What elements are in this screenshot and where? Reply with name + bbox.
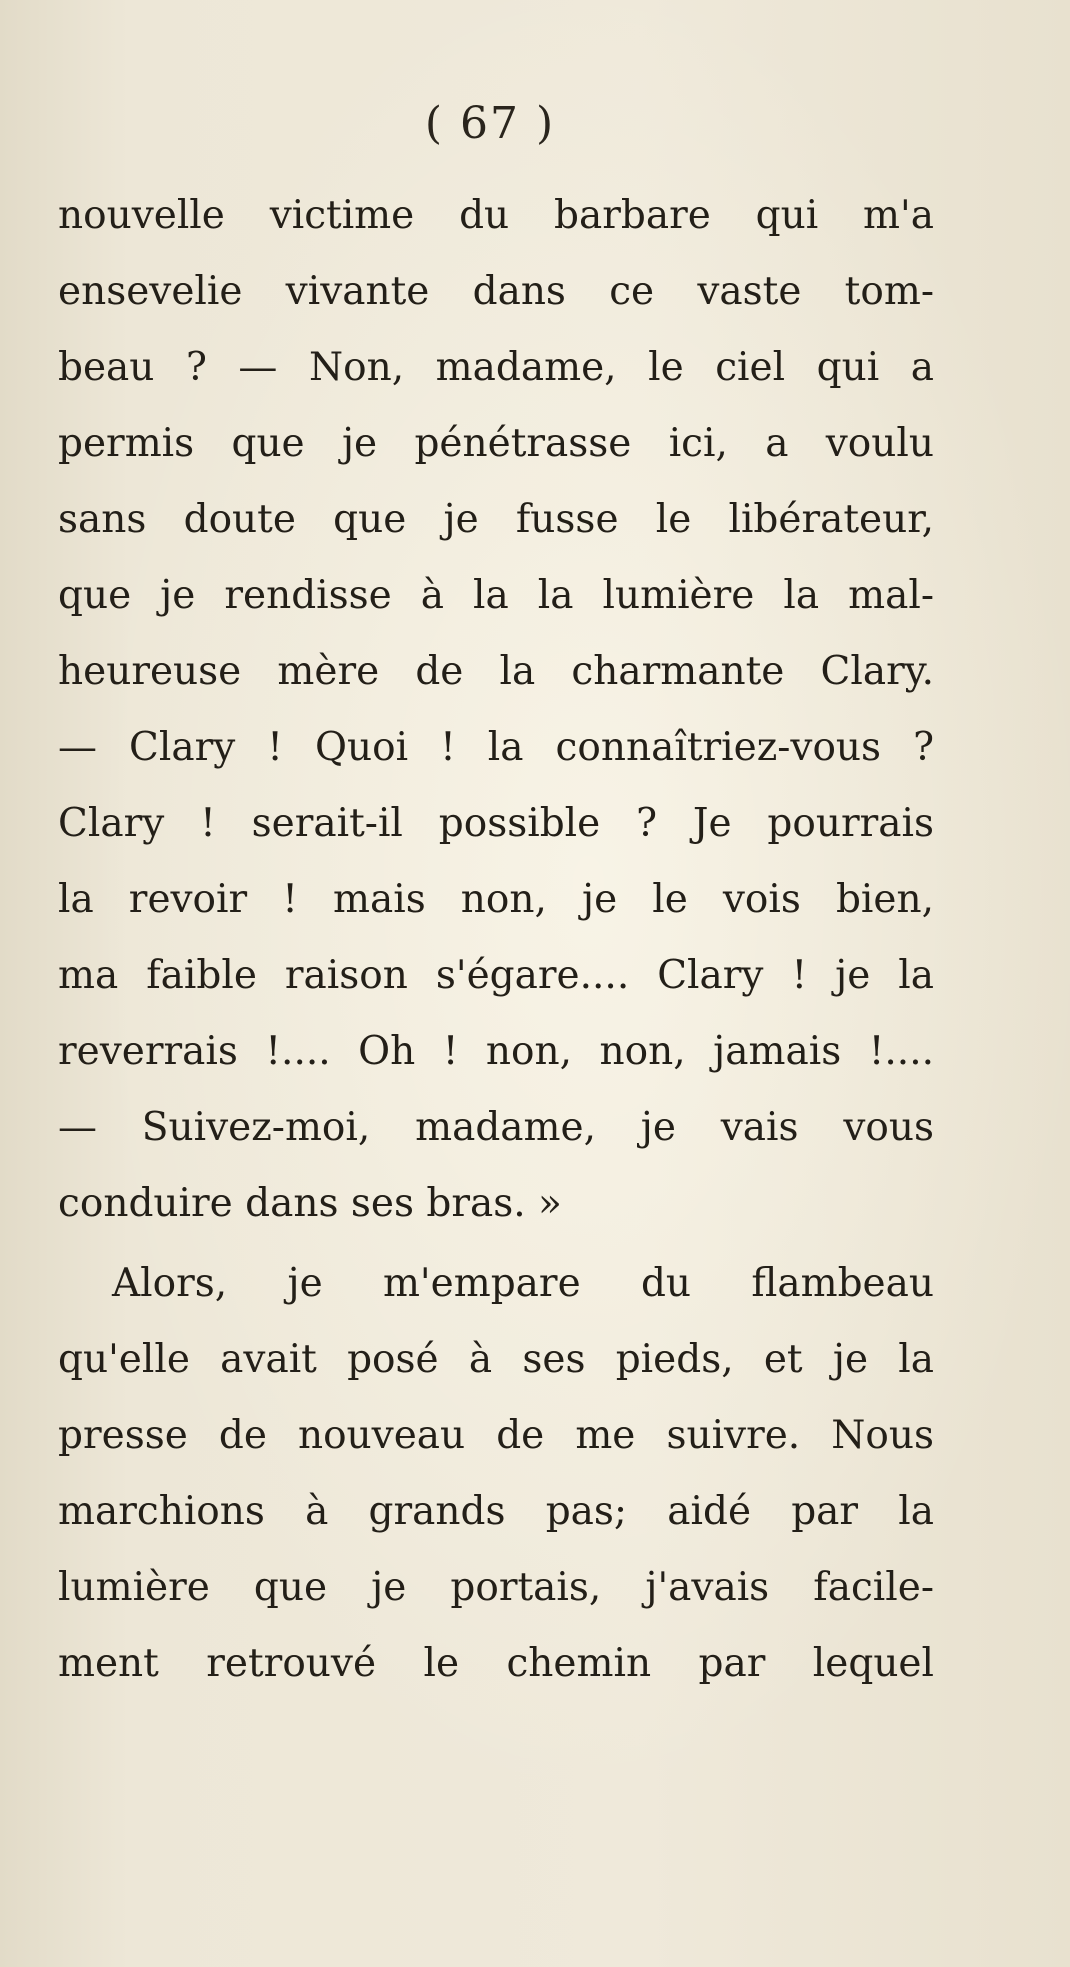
text-line: Clary ! serait-il possible ? Je pourrais (58, 801, 934, 846)
paragraph-start-line: Alors, je m'empare du flambeau (112, 1261, 934, 1306)
text-line: beau ? — Non, madame, le ciel qui a (58, 345, 934, 390)
text-line: — Suivez-moi, madame, je vais vous (58, 1105, 934, 1150)
text-line: heureuse mère de la charmante Clary. (58, 649, 934, 694)
text-line: presse de nouveau de me suivre. Nous (58, 1413, 934, 1458)
text-line: qu'elle avait posé à ses pieds, et je la (58, 1337, 934, 1382)
text-line: que je rendisse à la la lumière la mal- (58, 573, 934, 618)
text-line: marchions à grands pas; aidé par la (58, 1489, 934, 1534)
text-line: — Clary ! Quoi ! la connaîtriez-vous ? (58, 725, 934, 770)
text-line: ensevelie vivante dans ce vaste tom- (58, 269, 934, 314)
page-number: ( 67 ) (424, 98, 556, 149)
text-line: ment retrouvé le chemin par lequel (58, 1641, 934, 1686)
text-line: la revoir ! mais non, je le vois bien, (58, 877, 934, 922)
text-line: reverrais !.... Oh ! non, non, jamais !.... (58, 1029, 934, 1074)
text-line: permis que je pénétrasse ici, a voulu (58, 421, 934, 466)
body-text (58, 178, 934, 1702)
text-line: conduire dans ses bras. » (58, 1181, 562, 1226)
text-line: lumière que je portais, j'avais facile- (58, 1565, 934, 1610)
text-line: nouvelle victime du barbare qui m'a (58, 193, 934, 238)
text-line: ma faible raison s'égare.... Clary ! je la (58, 953, 934, 998)
text-line: sans doute que je fusse le libérateur, (58, 497, 934, 542)
